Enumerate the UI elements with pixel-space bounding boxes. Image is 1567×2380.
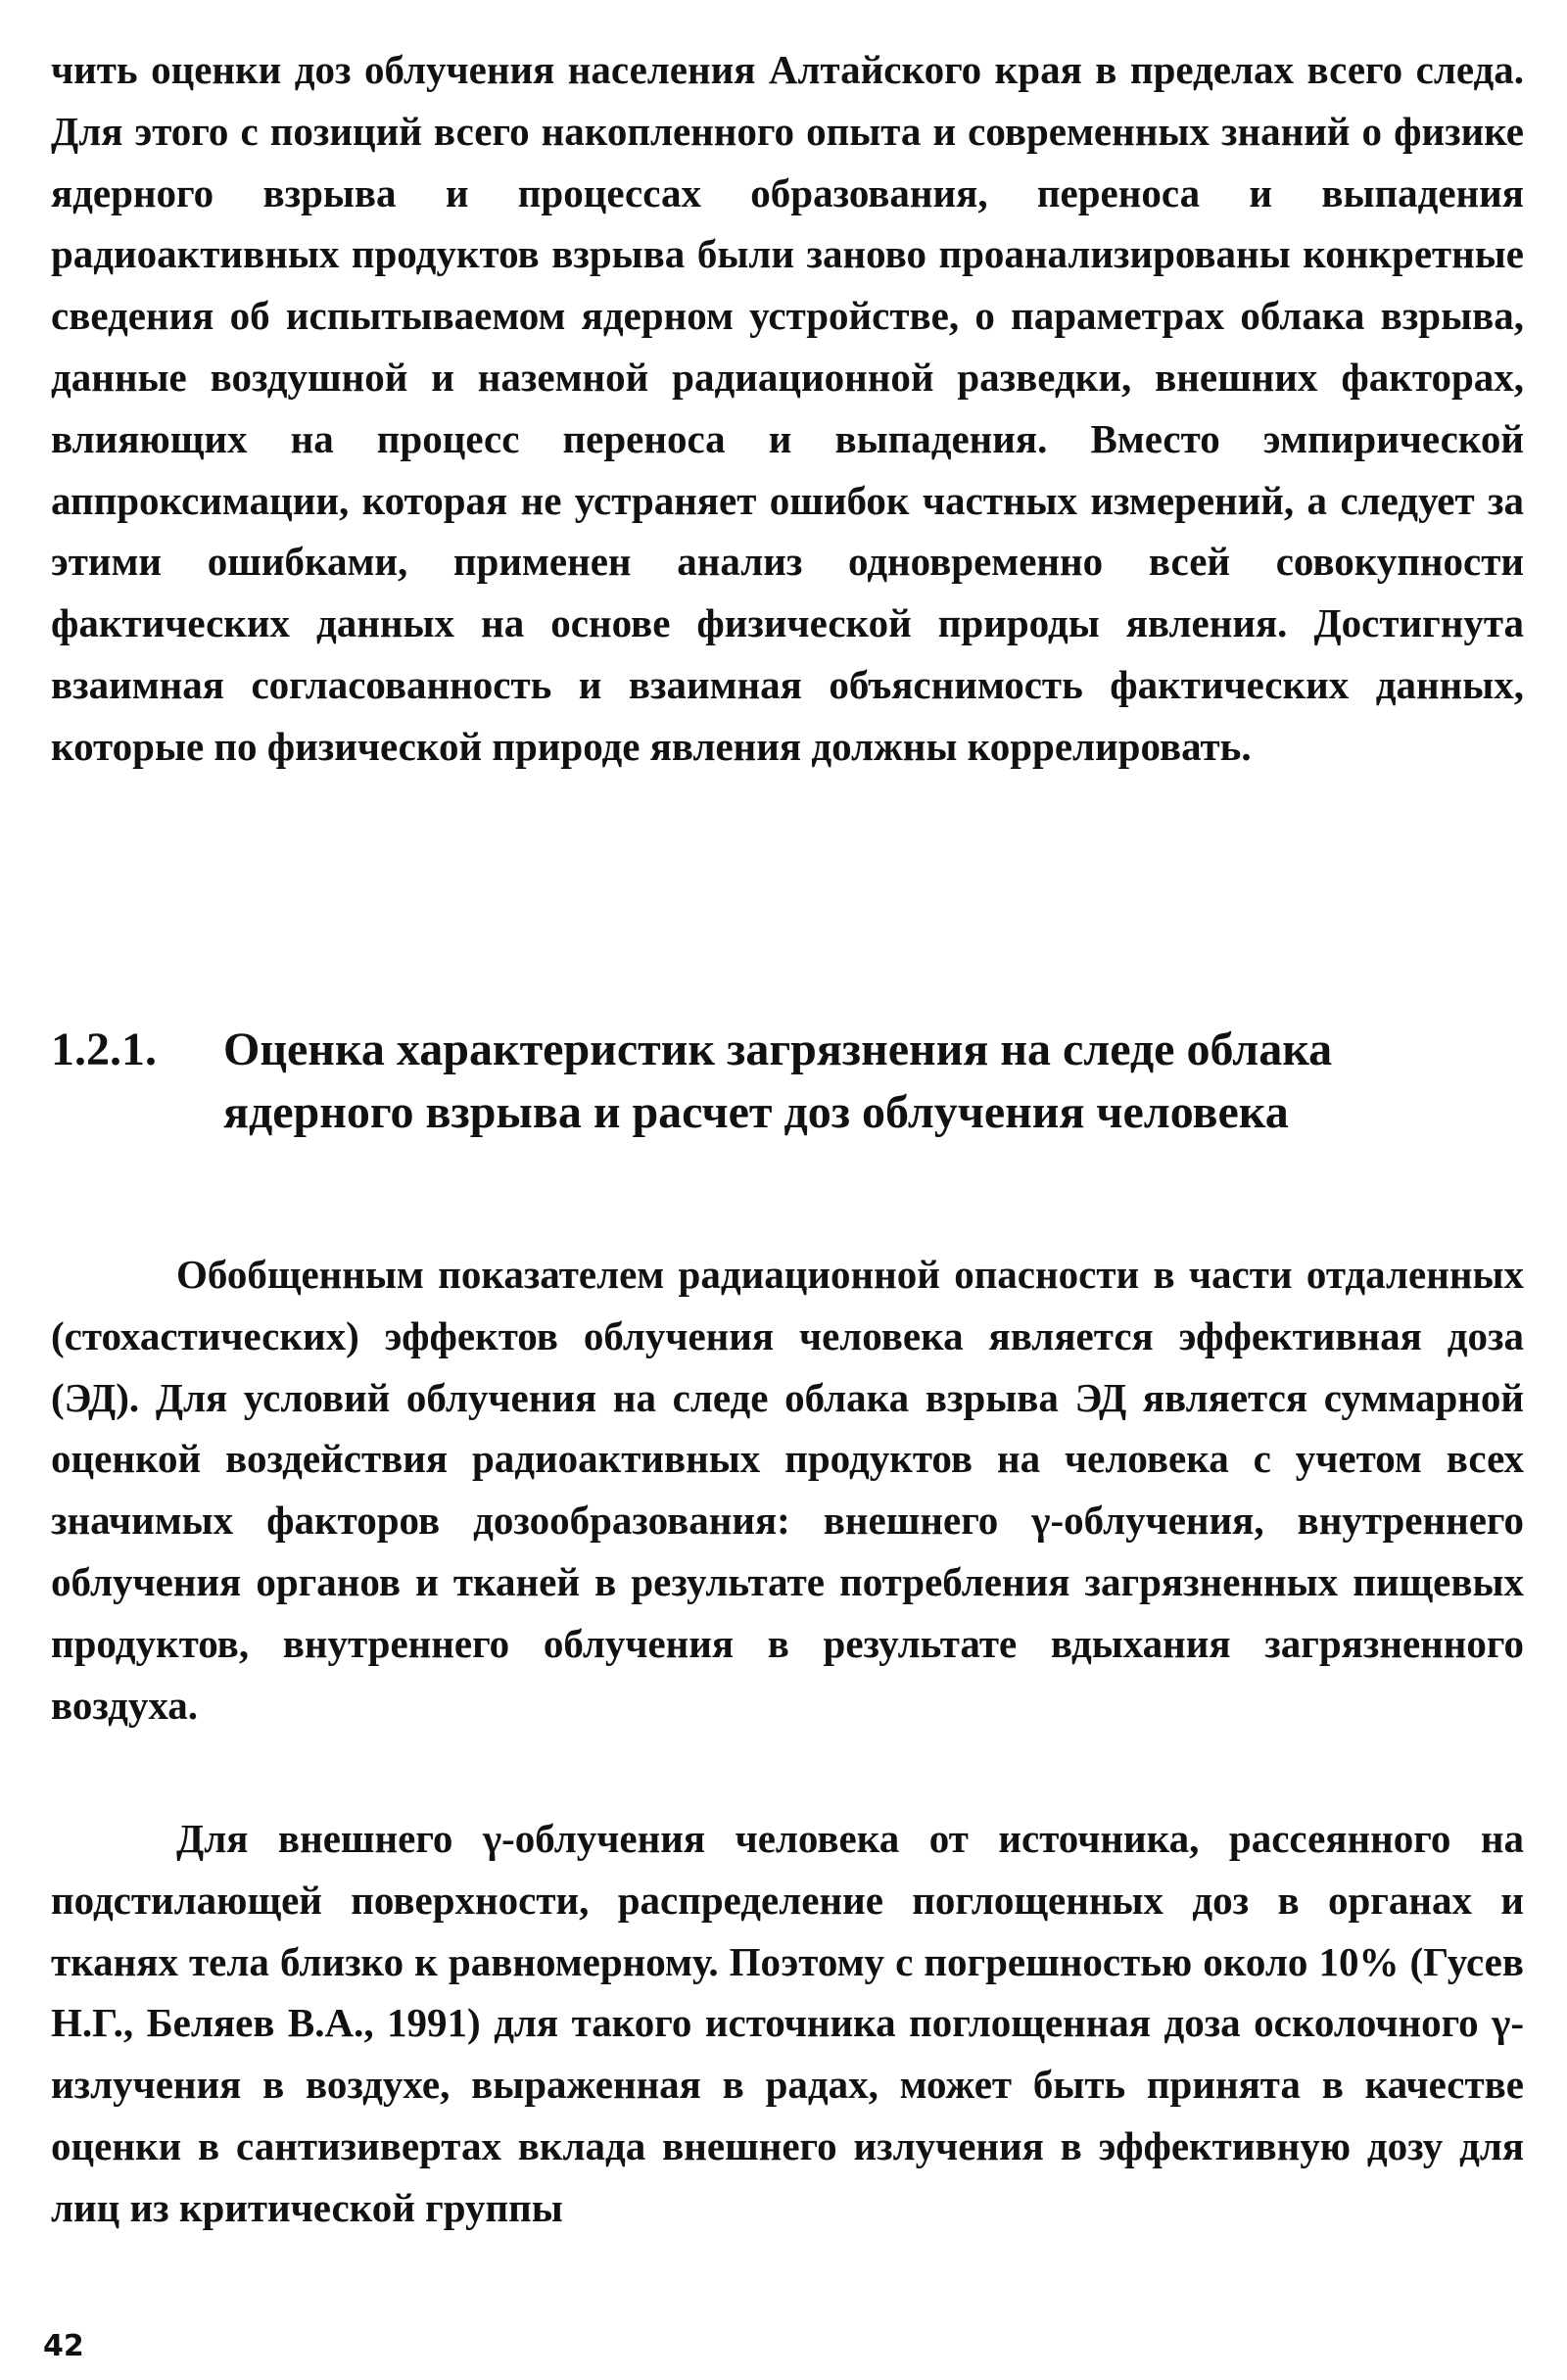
section-title: Оценка характеристик загрязнения на следе облака ядерного взрыва и расчет доз облучения человека (223, 1023, 1333, 1138)
paragraph-intro: чить оценки доз облучения населения Алтайского края в пределах всего следа. Для этого с позиций всего накопленного опыта и современных знаний о физике ядерного взрыва и процессах образования, переноса и выпадения радиоактивных продуктов взрыва были заново проанализированы конкретные сведения об испытываемом ядерном устройстве, о параметрах облака взрыва, данные воздушной и наземной радиационной разведки, внешних факторах, влияющих на процесс переноса и выпадения. Вместо эмпирической аппроксимации, которая не устраняет ошибок частных измерений, а следует за этими ошибками, применен анализ одновременно всей совокупности фактических данных на основе физической природы явления. Достигнута взаимная согласованность и взаимная объяснимость фактических данных, которые по физической природе явления должны коррелировать. (51, 47, 1524, 769)
page-number: 42 (43, 2329, 84, 2363)
paragraph-effective-dose: Обобщенным показателем радиационной опасности в части отдаленных (стохастических) эффектов облучения человека является эффективная доза (ЭД). Для условий облучения на следе облака взрыва ЭД является суммарной оценкой воздействия радиоактивных продуктов на человека с учетом всех значимых факторов дозообразования: внешнего γ-облучения, внутреннего облучения органов и тканей в результате потребления загрязненных пищевых продуктов, внутреннего облучения в результате вдыхания загрязненного воздуха. (51, 1252, 1524, 1728)
section-heading (51, 1019, 1524, 1144)
paragraph-gamma-exposure: Для внешнего γ-облучения человека от источника, рассеянного на подстилающей поверхности, распределение поглощенных доз в органах и тканях тела близко к равномерному. Поэтому с погрешностью около 10% (Гусев Н.Г., Беляев В.А., 1991) для такого источника поглощенная доза осколочного γ-излучения в воздухе, выраженная в радах, может быть принята в качестве оценки в сантизивертах вклада внешнего излучения в эффективную дозу для лиц из критической группы (51, 1816, 1524, 2230)
section-number: 1.2.1. (51, 1023, 157, 1075)
